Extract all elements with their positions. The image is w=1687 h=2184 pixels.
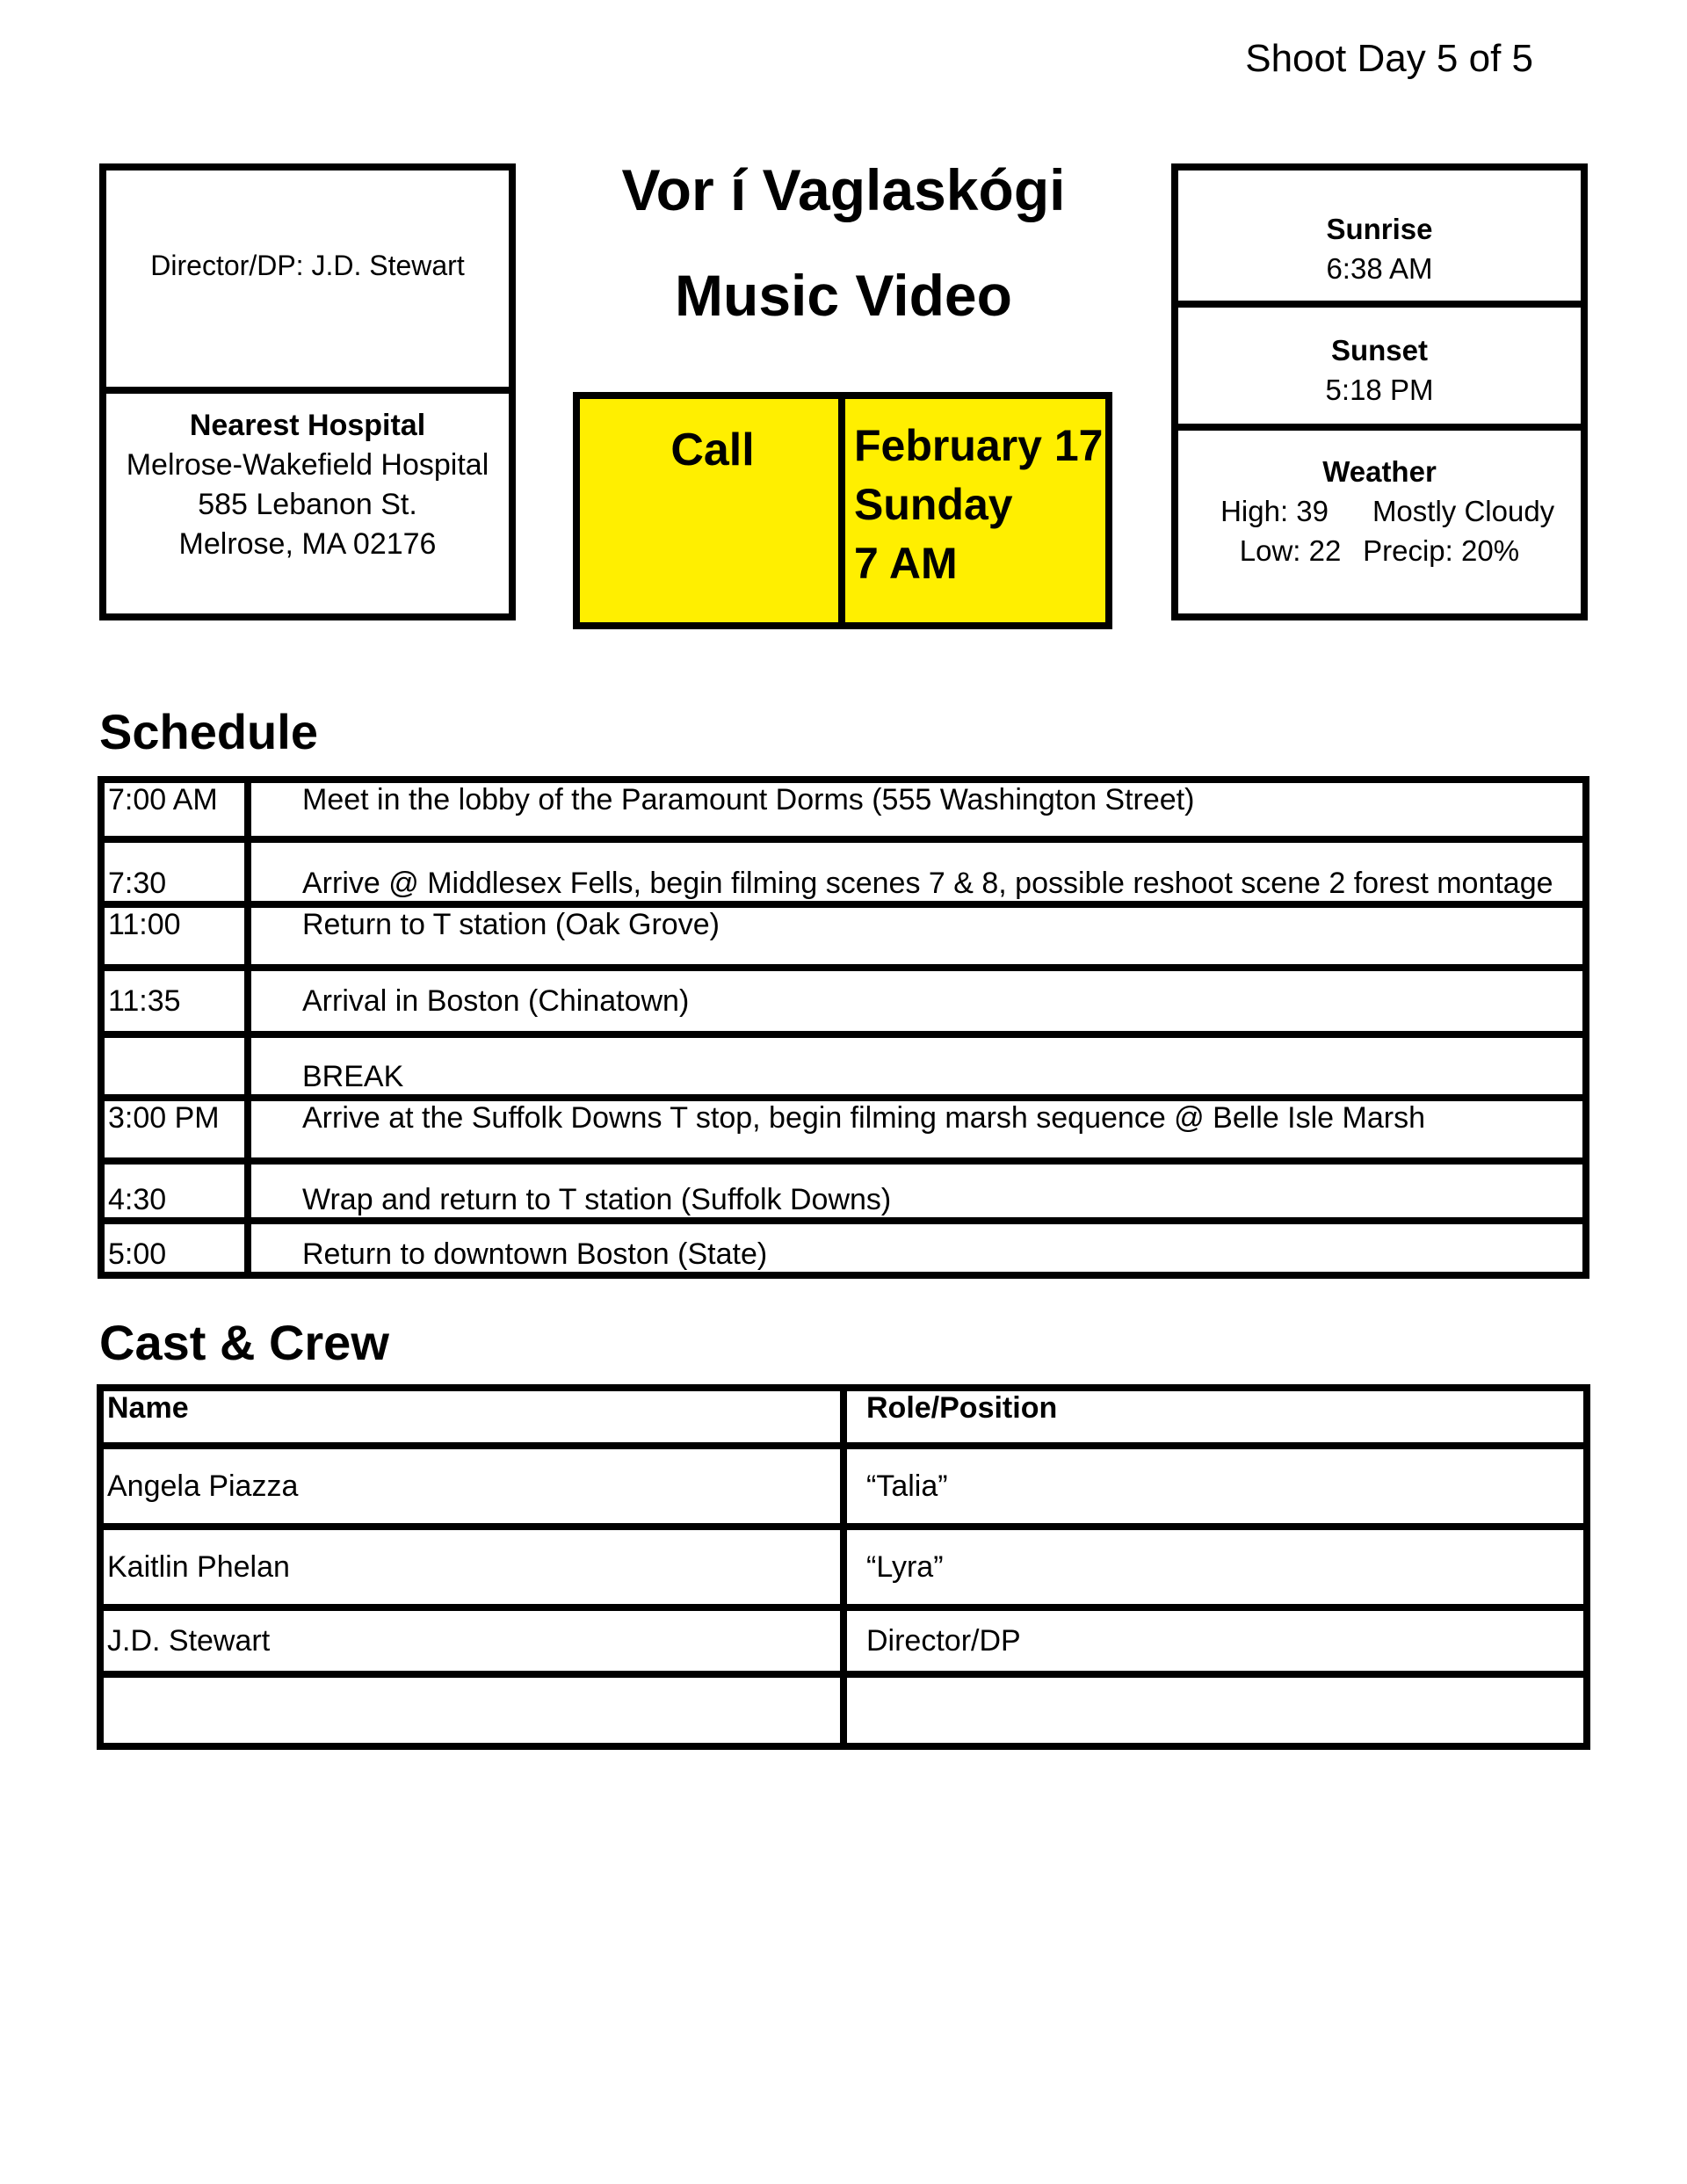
schedule-time: 4:30 bbox=[101, 1161, 248, 1221]
crew-role: Director/DP bbox=[844, 1607, 1587, 1674]
call-time: 7 AM bbox=[854, 539, 958, 588]
schedule-time: 3:00 PM bbox=[101, 1098, 248, 1161]
crew-role: “Talia” bbox=[844, 1446, 1587, 1527]
table-row bbox=[101, 1098, 1586, 1161]
schedule-desc: BREAK bbox=[248, 1034, 1586, 1098]
schedule-time: 11:35 bbox=[101, 968, 248, 1034]
sunrise-label: Sunrise bbox=[1326, 213, 1433, 245]
sunrise-box bbox=[1171, 163, 1588, 308]
table-row bbox=[101, 904, 1586, 968]
schedule-table bbox=[98, 776, 1589, 1279]
schedule-time: 7:00 AM bbox=[101, 780, 248, 839]
schedule-desc: Arrive at the Suffolk Downs T stop, begin filming marsh sequence @ Belle Isle Marsh bbox=[248, 1098, 1586, 1161]
schedule-time bbox=[101, 1034, 248, 1098]
director-box bbox=[99, 163, 516, 394]
crew-name: Angela Piazza bbox=[100, 1446, 844, 1527]
table-row bbox=[101, 1161, 1586, 1221]
schedule-heading: Schedule bbox=[99, 704, 318, 759]
call-date: February 17 bbox=[854, 421, 1104, 470]
title-line-2: Music Video bbox=[675, 263, 1012, 328]
sunset-box bbox=[1171, 301, 1588, 431]
schedule-desc: Arrive @ Middlesex Fells, begin filming scenes 7 & 8, possible reshoot scene 2 forest montage bbox=[248, 839, 1586, 904]
hospital-city: Melrose, MA 02176 bbox=[178, 527, 437, 561]
table-row bbox=[101, 839, 1586, 904]
sunset-value: 5:18 PM bbox=[1325, 374, 1434, 406]
hospital-heading: Nearest Hospital bbox=[189, 409, 426, 442]
call-label: Call bbox=[670, 424, 755, 475]
table-row bbox=[100, 1607, 1587, 1674]
table-row bbox=[100, 1388, 1587, 1446]
crew-name: Kaitlin Phelan bbox=[100, 1527, 844, 1607]
title-line-1: Vor í Vaglaskógi bbox=[621, 157, 1066, 222]
crew-heading: Cast & Crew bbox=[99, 1315, 389, 1370]
schedule-desc: Return to T station (Oak Grove) bbox=[248, 904, 1586, 968]
sunrise-value: 6:38 AM bbox=[1326, 252, 1433, 285]
schedule-desc: Meet in the lobby of the Paramount Dorms (555 Washington Street) bbox=[248, 780, 1586, 839]
crew-role bbox=[844, 1674, 1587, 1746]
director-text: Director/DP: J.D. Stewart bbox=[150, 249, 465, 281]
table-row bbox=[100, 1446, 1587, 1527]
schedule-time: 7:30 bbox=[101, 839, 248, 904]
weather-label: Weather bbox=[1322, 455, 1437, 488]
weather-precip: Precip: 20% bbox=[1363, 534, 1520, 567]
table-row bbox=[101, 1221, 1586, 1275]
table-row bbox=[100, 1527, 1587, 1607]
schedule-time: 11:00 bbox=[101, 904, 248, 968]
sunset-label: Sunset bbox=[1330, 334, 1429, 366]
schedule-desc: Return to downtown Boston (State) bbox=[248, 1221, 1586, 1275]
table-row bbox=[100, 1674, 1587, 1746]
table-row bbox=[101, 780, 1586, 839]
crew-table bbox=[97, 1384, 1590, 1750]
table-row bbox=[101, 1034, 1586, 1098]
schedule-desc: Wrap and return to T station (Suffolk Downs) bbox=[248, 1161, 1586, 1221]
hospital-street: 585 Lebanon St. bbox=[198, 488, 417, 521]
weather-low: Low: 22 bbox=[1239, 534, 1342, 567]
call-label-box bbox=[573, 392, 852, 629]
shoot-day-label: Shoot Day 5 of 5 bbox=[1245, 37, 1533, 80]
call-day: Sunday bbox=[854, 480, 1013, 529]
hospital-box bbox=[99, 387, 516, 620]
crew-role: “Lyra” bbox=[844, 1527, 1587, 1607]
schedule-time: 5:00 bbox=[101, 1221, 248, 1275]
call-details-box bbox=[838, 392, 1112, 629]
crew-name: J.D. Stewart bbox=[100, 1607, 844, 1674]
crew-name bbox=[100, 1674, 844, 1746]
weather-conditions: Mostly Cloudy bbox=[1372, 495, 1555, 527]
hospital-name: Melrose-Wakefield Hospital bbox=[126, 448, 489, 482]
schedule-desc: Arrival in Boston (Chinatown) bbox=[248, 968, 1586, 1034]
crew-col-name: Name bbox=[100, 1388, 844, 1446]
weather-box bbox=[1171, 424, 1588, 620]
crew-col-role: Role/Position bbox=[844, 1388, 1587, 1446]
table-row bbox=[101, 968, 1586, 1034]
weather-high: High: 39 bbox=[1220, 495, 1329, 527]
